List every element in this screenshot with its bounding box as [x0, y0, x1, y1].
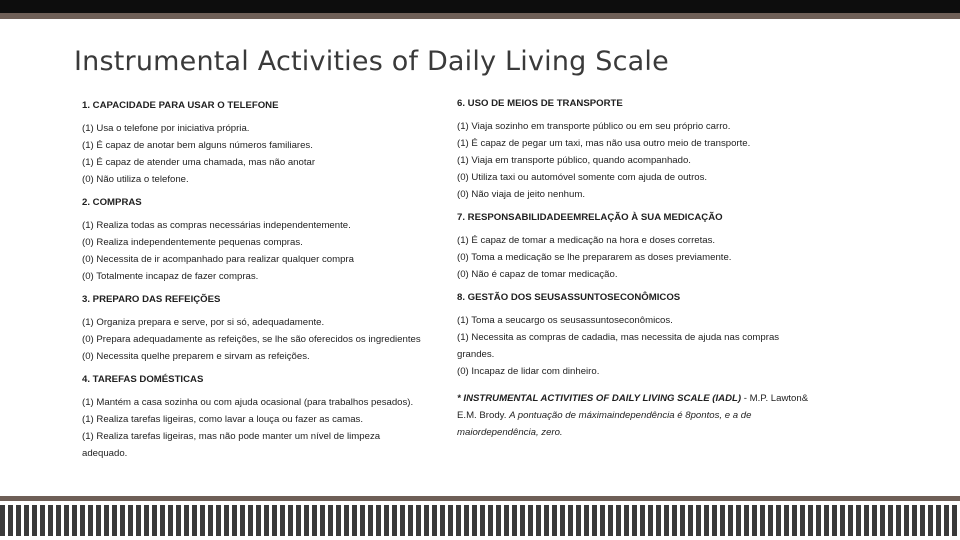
list-item: (1) É capaz de pegar um taxi, mas não usa outro meio de transporte.	[457, 138, 751, 149]
section-telefone	[82, 97, 447, 188]
section-compras	[82, 194, 447, 285]
top-border	[0, 0, 960, 20]
list-item: (1) Toma a seucargo os seusassuntoseconômicos.	[457, 315, 673, 326]
top-border-dark-stripe	[0, 0, 960, 13]
list-item: (1) Organiza prepara e serve, por si só, adequadamente.	[82, 317, 325, 328]
list-item: (1) É capaz de atender uma chamada, mas não anotar	[82, 157, 316, 168]
footnote-scoring: A pontuação de máximaindependência é 8pontos, e a de maiordependência, zero.	[457, 410, 752, 438]
list-item: (0) Não viaja de jeito nenhum.	[457, 189, 585, 200]
bottom-border	[0, 496, 960, 540]
section-heading: 3. PREPARO DAS REFEIÇÕES	[82, 294, 221, 305]
list-item: (1) É capaz de anotar bem alguns números familiares.	[82, 140, 313, 151]
list-item: (1) Realiza tarefas ligeiras, como lavar a louça ou fazer as camas.	[82, 414, 364, 425]
section-heading: 6. USO DE MEIOS DE TRANSPORTE	[457, 98, 623, 109]
list-item: (1) Viaja em transporte público, quando acompanhado.	[457, 155, 691, 166]
list-item: (0) Não utiliza o telefone.	[82, 174, 189, 185]
list-item: (0) Prepara adequadamente as refeições, se lhe são oferecidos os ingredientes	[82, 334, 421, 345]
section-refeicoes	[82, 291, 447, 365]
bottom-border-brown-stripe	[0, 496, 960, 501]
list-item: (0) Realiza independentemente pequenas compras.	[82, 237, 303, 248]
list-item: (0) Necessita quelhe preparem e sirvam as refeições.	[82, 351, 310, 362]
section-heading: 7. RESPONSABILIDADEEMRELAÇÃO À SUA MEDICAÇÃO	[457, 212, 723, 223]
section-heading: 2. COMPRAS	[82, 197, 142, 208]
top-border-brown-stripe	[0, 13, 960, 19]
list-item: (1) Realiza todas as compras necessárias independentemente.	[82, 220, 351, 231]
footnote-title: * INSTRUMENTAL ACTIVITIES OF DAILY LIVING SCALE (IADL)	[457, 393, 742, 404]
footnote-authors: - M.P. Lawton& E.M. Brody.	[457, 393, 809, 421]
slide-title: Instrumental Activities of Daily Living Scale	[74, 46, 669, 77]
list-item: (1) Mantém a casa sozinha ou com ajuda ocasional (para trabalhos pesados).	[82, 397, 414, 408]
section-economia	[457, 289, 817, 380]
list-item: (0) Incapaz de lidar com dinheiro.	[457, 366, 600, 377]
list-item: (1) Realiza tarefas ligeiras, mas não pode manter um nível de limpeza adequado.	[82, 431, 381, 459]
section-transporte	[457, 95, 817, 203]
bottom-border-barcode-stripes	[0, 505, 960, 536]
section-heading: 1. CAPACIDADE PARA USAR O TELEFONE	[82, 100, 279, 111]
right-column	[457, 95, 817, 441]
section-heading: 4. TAREFAS DOMÉSTICAS	[82, 374, 204, 385]
list-item: (1) Necessita as compras de cadadia, mas necessita de ajuda nas compras grandes.	[457, 332, 780, 360]
list-item: (1) Usa o telefone por iniciativa própria.	[82, 123, 250, 134]
list-item: (1) É capaz de tomar a medicação na hora e doses corretas.	[457, 235, 716, 246]
section-tarefas	[82, 371, 447, 462]
footnote	[457, 390, 812, 441]
list-item: (0) Toma a medicação se lhe prepararem as doses previamente.	[457, 252, 732, 263]
section-heading: 8. GESTÃO DOS SEUSASSUNTOSECONÔMICOS	[457, 292, 681, 303]
list-item: (0) Não é capaz de tomar medicação.	[457, 269, 618, 280]
list-item: (0) Necessita de ir acompanhado para realizar qualquer compra	[82, 254, 354, 265]
section-medicacao	[457, 209, 817, 283]
list-item: (0) Utiliza taxi ou automóvel somente com ajuda de outros.	[457, 172, 708, 183]
list-item: (1) Viaja sozinho em transporte público ou em seu próprio carro.	[457, 121, 731, 132]
list-item: (0) Totalmente incapaz de fazer compras.	[82, 271, 259, 282]
left-column	[82, 97, 447, 468]
